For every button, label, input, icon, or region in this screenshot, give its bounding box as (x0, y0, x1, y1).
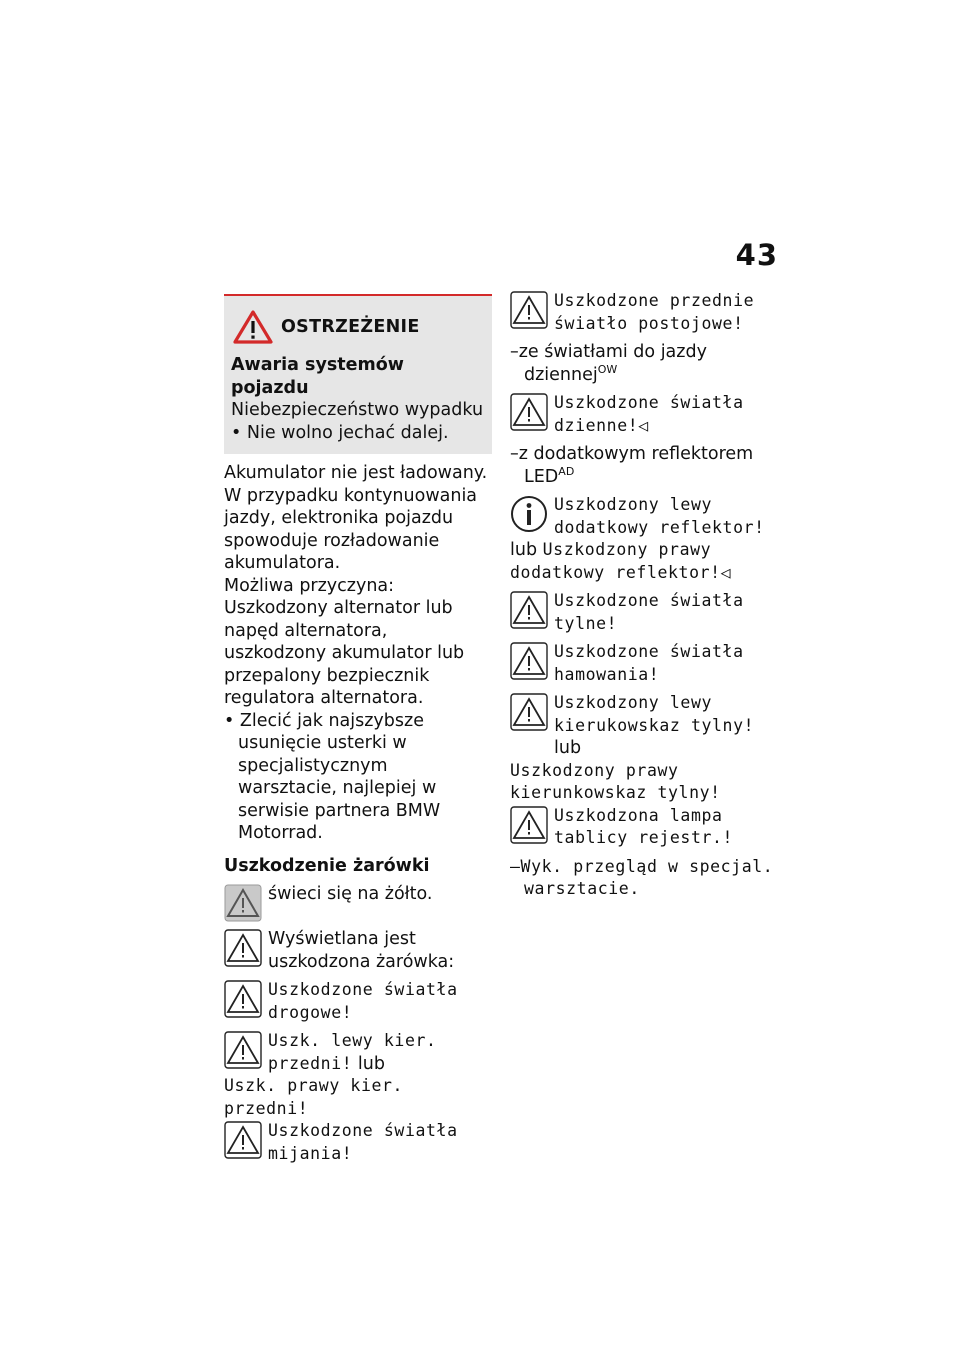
lamp-status-text: świeci się na żółto. (268, 884, 433, 904)
warning-triangle-outline-icon (224, 1031, 262, 1069)
warning-triangle-outline-icon (510, 642, 548, 680)
warning-triangle-outline-icon (510, 693, 548, 731)
warning-action: • Nie wolno jechać dalej. (231, 422, 449, 443)
warning-triangle-outline-icon (510, 291, 548, 329)
parking-light-row (510, 290, 780, 335)
low-beam-row (224, 1120, 492, 1165)
aux-left-message: Uszkodzony lewy dodatkowy reflektor! (554, 495, 765, 537)
tail-light-row (510, 590, 780, 635)
parking-light-message: Uszkodzone przednie światło postojowe! (554, 291, 755, 333)
front-indicator-text (268, 1030, 492, 1075)
warning-box (224, 294, 492, 454)
page-number: 43 (735, 238, 778, 272)
warning-triangle-outline-icon (224, 980, 262, 1018)
right-column (510, 290, 780, 901)
low-beam-message: Uszkodzone światła mijania! (268, 1121, 458, 1163)
high-beam-row (224, 979, 492, 1024)
ad-superscript: AD (558, 464, 575, 478)
led-condition (510, 443, 780, 488)
general-warning-filled-icon (224, 884, 262, 922)
brake-light-message: Uszkodzone światła hamowania! (554, 642, 744, 684)
cause-text: Uszkodzony alternator lub napęd alternatora, uszkodzony akumulator lub przepalony bezpiecznik regulatora alternatora. (224, 598, 465, 708)
rear-right-message: Uszkodzony prawy kierunkowskaz tylny! (510, 760, 721, 802)
daytime-condition-text: –ze światłami do jazdy dziennej (510, 342, 707, 385)
warning-header (233, 310, 484, 344)
front-left-message: Uszk. lewy kier. przedni! (268, 1031, 437, 1073)
plate-lamp-message: Uszkodzona lampa tablicy rejestr.! (554, 805, 734, 847)
or-label: lub (510, 540, 538, 560)
left-column (224, 294, 492, 1165)
cause-label: Możliwa przyczyna: (224, 575, 395, 596)
warning-triangle-outline-icon (510, 393, 548, 431)
displayed-row (224, 928, 492, 973)
front-indicator-row (224, 1030, 492, 1075)
warning-hazard: Niebezpieczeństwo wypadku (231, 400, 484, 420)
action-bullet: • Zlecić jak najszybsze usunięcie usterki w specjalistycznym warsztacie, najlepiej w serwisie partnera BMW Motorrad. (224, 710, 441, 843)
daytime-light-message: Uszkodzone światła dzienne!◁ (554, 393, 744, 435)
warning-triangle-outline-icon (510, 591, 548, 629)
warning-triangle-outline-icon (224, 1121, 262, 1159)
rear-indicator-row (510, 692, 780, 760)
battery-paragraph: Akumulator nie jest ładowany. W przypadku kontynuowania jazdy, elektronika pojazdu spowoduje rozładowanie akumulatora. (224, 463, 488, 573)
info-icon (510, 495, 548, 533)
or-label: lub (554, 738, 582, 758)
daytime-condition (510, 341, 780, 386)
plate-lamp-row (510, 805, 780, 850)
daytime-light-row (510, 392, 780, 437)
ow-superscript: OW (597, 362, 618, 376)
warning-triangle-outline-icon (510, 806, 548, 844)
or-label: lub (357, 1053, 385, 1074)
warning-subtitle: Awaria systemów pojazdu (231, 355, 404, 398)
aux-right-message: Uszkodzony prawy dodatkowy reflektor!◁ (510, 540, 732, 582)
section-heading: Uszkodzenie żarówki (224, 855, 430, 876)
lamp-status-row (224, 883, 492, 922)
warning-triangle-outline-icon (224, 929, 262, 967)
led-condition-text: –z dodatkowym reflektorem LED (510, 444, 754, 487)
workshop-message: –Wyk. przegląd w specjal. warsztacie. (510, 856, 774, 898)
displayed-text: Wyświetlana jest uszkodzona żarówka: (268, 929, 455, 972)
rear-indicator-text (554, 692, 780, 760)
warning-triangle-icon (233, 310, 273, 344)
front-right-message: Uszk. prawy kier. przedni! (224, 1076, 404, 1118)
aux-light-row (510, 494, 780, 539)
high-beam-message: Uszkodzone światła drogowe! (268, 980, 458, 1022)
brake-light-row (510, 641, 780, 686)
rear-left-message: Uszkodzony lewy kierukowskaz tylny! (554, 693, 755, 735)
aux-right-line (510, 539, 780, 584)
tail-light-message: Uszkodzone światła tylne! (554, 591, 744, 633)
warning-title: OSTRZEŻENIE (281, 316, 420, 337)
